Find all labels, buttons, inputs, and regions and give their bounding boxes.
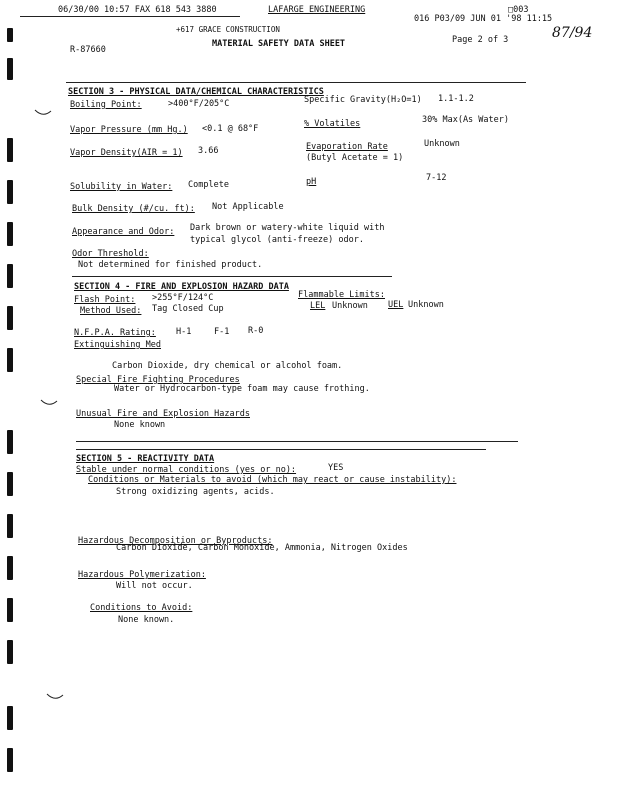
doc-number: R-87660 — [70, 45, 106, 55]
evaporation-rate-sub: (Butyl Acetate = 1) — [306, 153, 404, 163]
edge-mark — [7, 28, 13, 42]
unusual-hazards-value: None known — [114, 420, 166, 430]
edge-mark — [7, 58, 13, 80]
extinguishing-media-label: Extinguishing Med — [74, 340, 161, 350]
boiling-point-value: >400°F/205°C — [168, 99, 230, 109]
polymerization-value: Will not occur. — [116, 581, 193, 591]
decomposition-label: Hazardous Decomposition or Byproducts: — [78, 536, 273, 546]
handwritten-note: 87/94 — [552, 25, 593, 41]
materials-to-avoid-value: Strong oxidizing agents, acids. — [116, 487, 275, 497]
edge-mark — [7, 514, 13, 538]
flash-point-value: >255°F/124°C — [152, 293, 214, 303]
specific-gravity-label: Specific Gravity(H₂O=1) — [304, 95, 422, 105]
document-title: MATERIAL SAFETY DATA SHEET — [212, 39, 346, 49]
materials-to-avoid-label: Conditions or Materials to avoid (which may react or cause instability): — [88, 475, 457, 485]
lel-value: Unknown — [332, 301, 368, 311]
edge-mark — [7, 640, 13, 664]
solubility-label: Solubility in Water: — [70, 182, 173, 192]
odor-threshold-value: Not determined for finished product. — [78, 260, 263, 270]
stable-value: YES — [328, 463, 344, 473]
lel-label: LEL — [310, 301, 326, 311]
ph-value: 7-12 — [426, 173, 447, 183]
vapor-pressure-label: Vapor Pressure (mm Hg.) — [70, 125, 188, 135]
edge-mark — [7, 180, 13, 204]
specific-gravity-value: 1.1-1.2 — [438, 94, 474, 104]
sender-company: +617 GRACE CONSTRUCTION — [176, 25, 280, 34]
edge-mark — [7, 348, 13, 372]
evaporation-rate-value: Unknown — [424, 139, 460, 149]
edge-mark — [7, 706, 13, 730]
edge-mark — [7, 222, 13, 246]
section5-title: SECTION 5 - REACTIVITY DATA — [76, 454, 215, 464]
fax-header-rule — [20, 16, 240, 17]
nfpa-reactivity: R-0 — [248, 326, 264, 336]
edge-mark — [7, 598, 13, 622]
bulk-density-value: Not Applicable — [212, 202, 284, 212]
edge-mark — [7, 556, 13, 580]
flammable-limits-label: Flammable Limits: — [298, 290, 385, 300]
method-used-label: Method Used: — [80, 306, 142, 316]
section-rule — [76, 449, 486, 450]
appearance-odor-value-1: Dark brown or watery-white liquid with — [190, 223, 385, 233]
decomposition-value: Carbon Dioxide, Carbon Monoxide, Ammonia, Nitrogen Oxides — [116, 543, 408, 553]
margin-curve-mark — [34, 108, 52, 118]
polymerization-label: Hazardous Polymerization: — [78, 570, 206, 580]
edge-mark — [7, 264, 13, 288]
stable-label: Stable under normal conditions (yes or no): — [76, 465, 297, 475]
appearance-odor-label: Appearance and Odor: — [72, 227, 175, 237]
volatiles-value: 30% Max(As Water) — [422, 115, 509, 125]
extinguishing-media-value: Carbon Dioxide, dry chemical or alcohol foam. — [112, 361, 343, 371]
conditions-to-avoid-label: Conditions to Avoid: — [90, 603, 193, 613]
ph-label: pH — [306, 177, 317, 187]
appearance-odor-value-2: typical glycol (anti-freeze) odor. — [190, 235, 364, 245]
edge-mark — [7, 430, 13, 454]
fax-header-left: 06/30/00 10:57 FAX 618 543 3880 — [58, 5, 217, 15]
section-rule — [76, 441, 518, 442]
nfpa-fire: F-1 — [214, 327, 230, 337]
section3-title: SECTION 3 - PHYSICAL DATA/CHEMICAL CHARACTERISTICS — [68, 87, 324, 97]
section4-title: SECTION 4 - FIRE AND EXPLOSION HAZARD DATA — [74, 282, 289, 292]
volatiles-label: % Volatiles — [304, 119, 361, 129]
vapor-density-label: Vapor Density(AIR = 1) — [70, 148, 183, 158]
special-fire-fighting-label: Special Fire Fighting Procedures — [76, 375, 240, 385]
edge-mark — [7, 748, 13, 772]
nfpa-health: H-1 — [176, 327, 192, 337]
edge-mark — [7, 306, 13, 330]
odor-threshold-label: Odor Threshold: — [72, 249, 149, 259]
edge-mark — [7, 138, 13, 162]
uel-label: UEL — [388, 300, 404, 310]
transmission-line: 016 P03/09 JUN 01 '98 11:15 — [414, 14, 553, 24]
boiling-point-label: Boiling Point: — [70, 100, 142, 110]
margin-curve-mark — [40, 398, 58, 408]
unusual-hazards-label: Unusual Fire and Explosion Hazards — [76, 409, 250, 419]
solubility-value: Complete — [188, 180, 229, 190]
uel-value: Unknown — [408, 300, 444, 310]
page-indicator: Page 2 of 3 — [452, 35, 509, 45]
vapor-pressure-value: <0.1 @ 68°F — [202, 124, 259, 134]
fax-header-center: LAFARGE ENGINEERING — [268, 5, 366, 15]
special-fire-fighting-value: Water or Hydrocarbon-type foam may cause frothing. — [114, 384, 370, 394]
bulk-density-label: Bulk Density (#/cu. ft): — [72, 204, 195, 214]
margin-curve-mark — [46, 692, 64, 702]
flash-point-label: Flash Point: — [74, 295, 136, 305]
vapor-density-value: 3.66 — [198, 146, 219, 156]
fax-header-right: □003 — [508, 5, 529, 15]
method-used-value: Tag Closed Cup — [152, 304, 224, 314]
nfpa-rating-label: N.F.P.A. Rating: — [74, 328, 156, 338]
section-rule — [66, 82, 526, 83]
conditions-to-avoid-value: None known. — [118, 615, 175, 625]
evaporation-rate-label: Evaporation Rate — [306, 142, 388, 152]
edge-mark — [7, 472, 13, 496]
section-rule — [72, 276, 392, 277]
